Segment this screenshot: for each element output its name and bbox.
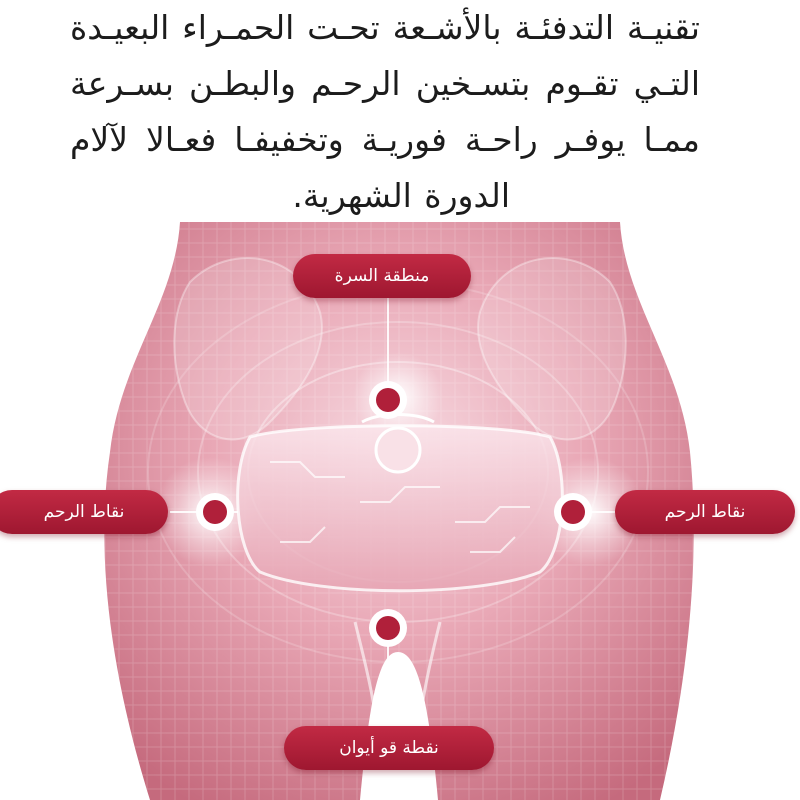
description-line-3: ممـا يوفـر راحـة فوريـة وتخفيفـا فعـالا لآلام xyxy=(70,120,700,159)
marker-uterus-right xyxy=(554,493,592,531)
description-line-4: الدورة الشهرية. xyxy=(292,176,510,215)
description-line-2: التـي تقـوم بتسـخين الرحـم والبطـن بسـرعة xyxy=(70,64,700,103)
controller-icon xyxy=(376,428,420,472)
marker-uterus-left xyxy=(196,493,234,531)
marker-navel xyxy=(369,381,407,419)
description-line-1: تقنيـة التدفئـة بالأشـعة تحـت الحمـراء البعيـدة xyxy=(70,8,700,47)
label-bottom-point: نقطة قو أيوان xyxy=(284,726,494,770)
label-uterus-points-left: نقاط الرحم xyxy=(0,490,168,534)
label-navel-area: منطقة السرة xyxy=(293,254,471,298)
marker-bottom xyxy=(369,609,407,647)
heating-pad xyxy=(238,415,563,591)
label-uterus-points-right: نقاط الرحم xyxy=(615,490,795,534)
description-text xyxy=(70,0,700,218)
